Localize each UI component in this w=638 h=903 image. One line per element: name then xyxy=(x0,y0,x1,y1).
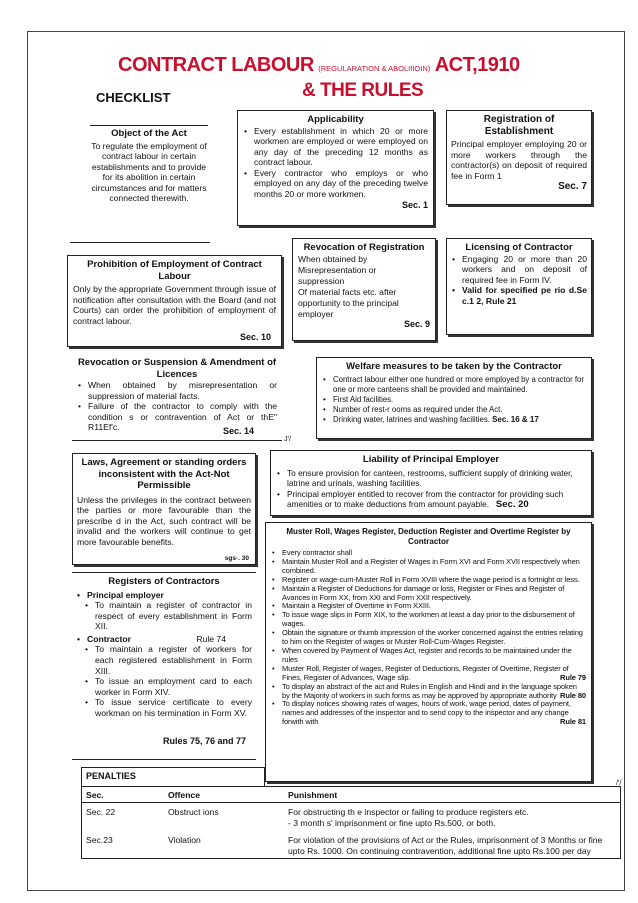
liability-box xyxy=(270,450,592,516)
cell-sec: Sec. 22 xyxy=(86,806,116,817)
revocation-registration-box xyxy=(292,238,436,341)
list-item: • Contract labour either one hundred or more employed by a contractor for one or more canteens shall be provided and maintained. xyxy=(322,375,586,395)
list-item: • Drinking water, latrines and washing facilities. Sec. 16 & 17 xyxy=(322,415,586,425)
licensing-list xyxy=(451,254,587,307)
list-item: • To issue an employment card to each worker in Form XIV. xyxy=(84,676,252,697)
revocation-registration-line: suppression xyxy=(298,275,345,286)
revocation-registration-line: Misrepresentation or xyxy=(298,264,377,275)
welfare-list xyxy=(322,375,586,426)
revocation-suspension-heading: Revocation or Suspension & Amendment of Licences xyxy=(77,357,277,380)
divider xyxy=(70,242,210,243)
object-box xyxy=(90,128,208,204)
applicability-ref: Sec. 1 xyxy=(401,199,428,210)
object-body: To regulate the employment of contract labour in certain establishments and to provide for its abolition in certain circumstances and for matters connected therewith. xyxy=(91,140,207,204)
list-item: • When covered by Payment of Wages Act, register and records to be maintained under the rules xyxy=(271,647,586,665)
liability-ref: Sec. 20 xyxy=(495,499,529,511)
column-header: Sec. xyxy=(82,787,164,802)
revocation-registration-line: Of material facts etc. after xyxy=(298,286,397,297)
list-item: • Obtain the signature or thumb impression of the worker concerned against the entries relating to him on the Register of wages or Muster Roll-Cum-Wages Register. xyxy=(271,629,586,647)
list-item: • Every contractor shall xyxy=(271,549,586,558)
registration-box xyxy=(446,110,592,205)
cell-offence: Obstruct ions xyxy=(168,806,219,817)
revocation-suspension-ref: Sec. 14 xyxy=(222,426,254,436)
table-row xyxy=(82,802,620,829)
registers-principal-label: • Principal employer xyxy=(77,589,164,600)
page-subtitle: & THE RULES xyxy=(302,80,424,101)
registers-ref: Rules 75, 76 and 77 xyxy=(162,736,246,746)
muster-rule-79: Rule 79 xyxy=(560,672,586,682)
prohibition-heading: Prohibition of Employment of Contract Labour xyxy=(87,259,262,282)
list-item: • To maintain a register of contractor in respect of every establishment in Form XII. xyxy=(84,600,252,632)
list-item: • First Aid facilities. xyxy=(322,395,586,405)
muster-box xyxy=(265,522,592,782)
registers-heading: Registers of Contractors xyxy=(108,576,220,587)
list-item: • To ensure provision for canteen, restrooms, sufficient supply of drinking water, latrine and urinals, washing facilities. xyxy=(276,468,586,489)
laws-ref: sgs·. 30 xyxy=(224,555,249,562)
page-title xyxy=(118,54,578,77)
title-small: (REGULARATION & ABOLIfIOIN) xyxy=(318,64,431,73)
laws-heading: Laws, Agreement or standing orders inconsistent with the Act-Not Permissible xyxy=(81,457,247,491)
title-left: CONTRACT LABOUR xyxy=(118,54,314,76)
list-item: • Number of rest-r ooms as required under the Act. xyxy=(322,405,586,415)
registration-ref: Sec. 7 xyxy=(558,181,587,193)
list-item: • Maintain a Register of Overtime in Form XXIII. xyxy=(271,602,586,611)
revocation-registration-line: opportunity to the principal xyxy=(298,297,399,308)
list-item: • Maintain Muster Roll and a Register of Wages in Form XVI and Form XVII respectively when combined. xyxy=(271,558,586,576)
column-header: Offence xyxy=(164,787,284,802)
list-item: • To maintain a register of workers for each registered establishment in Form XIII. xyxy=(84,644,252,676)
margin-mark: J'/ xyxy=(284,434,292,443)
list-item: • Valid for specified pe rio d.Se c.1 2, Rule 21 xyxy=(451,285,587,306)
muster-list xyxy=(271,549,586,727)
prohibition-box xyxy=(67,255,282,347)
registers-principal-list xyxy=(76,600,252,632)
applicability-heading: Applicability xyxy=(307,114,364,125)
registers-contractor-label: • Contractor Rule 74 xyxy=(77,633,226,644)
applicability-list xyxy=(243,126,428,200)
list-item: • Muster Roll, Register of wages, Register of Deductions, Register of Overtime, Register of Fines, Register of Advances, Wage slip. Rule 79 xyxy=(271,665,586,683)
cell-punishment: For violation of the provisions of Act or the Rules, imprisonment of 3 Months or fine upto Rs. 1000. On continuing contravention, additional fine upto Rs.100 per day xyxy=(288,835,603,857)
muster-rule-80: Rule 80 xyxy=(560,690,586,700)
registration-heading: Registration of Establishment xyxy=(483,114,555,137)
welfare-heading: Welfare measures to be taken by the Contractor xyxy=(346,361,562,372)
object-heading: Object of the Act xyxy=(111,128,187,139)
list-item: • To display an abstract of the act and Rules in English and Hindi and in the language spoken by the Majority of workers in such forms as may be approved by appropriate authority Rule 80 xyxy=(271,683,586,701)
muster-heading: Muster Roll, Wages Register, Deduction Register and Overtime Register by Contractor xyxy=(286,527,571,546)
prohibition-ref: Sec. 10 xyxy=(239,332,271,342)
table-header xyxy=(82,787,620,802)
list-item: • To display notices showing rates of wages, hours of work, wage period, dates of payment, names and addresses of the inspector and to send copy to the inspector and any change forwith with Rule 81 xyxy=(271,700,586,727)
welfare-box xyxy=(316,357,592,439)
liability-heading: Liability of Principal Employer xyxy=(362,454,500,465)
column-header: Punishment xyxy=(284,787,620,802)
registers-contractor-list xyxy=(76,644,252,718)
list-item: • When obtained by misrepresentation or suppression of material facts. xyxy=(77,380,277,401)
registration-body: Principal employer employing 20 or more workers through the contractor(s) on deposit of required fee in Form 1 xyxy=(451,139,587,181)
margin-mark: /'/ xyxy=(616,778,622,787)
licensing-box xyxy=(446,238,592,335)
licensing-heading: Licensing of Contractor xyxy=(465,242,573,253)
list-item: • Engaging 20 or more than 20 workers and on deposit of required fee in Form IV. xyxy=(451,254,587,286)
checklist-label: CHECKLIST xyxy=(96,90,171,105)
prohibition-body: Only by the appropriate Government through issue of notification after consultation with the Board (and not Courts) can order the prohibition of employment of contract labour. xyxy=(73,284,276,326)
revocation-registration-line: When obtained by xyxy=(298,253,368,264)
cell-offence: Violation xyxy=(168,835,201,846)
list-item: • Maintain a Register of Deductions for damage or loss, Register or Fines and Register of Avances in Form XX, from XXI and Form XXII respectively. xyxy=(271,585,586,603)
revocation-registration-heading: Revocation of Registration xyxy=(303,242,425,253)
laws-body: Unless the privileges in the contract between the parties or more favourable than the prescribe d in the Act, such contract will be invalid and the workers will continue to get more favourable benefits. xyxy=(77,494,251,547)
list-item: • Failure of the contractor to comply with the condition s or contravention of Act or thE" R11Ef'c. xyxy=(77,401,277,433)
revocation-registration-ref: Sec. 9 xyxy=(403,318,430,329)
laws-box xyxy=(72,453,256,565)
cell-sec: Sec.23 xyxy=(86,835,113,846)
penalties-table xyxy=(81,786,621,859)
cell-punishment: For obstructing th e inspector or failing to produce registers etc. - 3 month s' imprisonment or fine upto Rs.500, or both. xyxy=(288,806,529,828)
table-row xyxy=(82,829,620,858)
list-item: • Principal employer entitled to recover from the contractor for providing such amenities or to make deductions from amount payable. Sec. 20 xyxy=(276,489,586,511)
revocation-registration-line: employer xyxy=(298,308,334,319)
list-item: • To issue wage slips in Form XIX, to the workmen at least a day prior to the disbursement of wages. xyxy=(271,611,586,629)
registers-box xyxy=(72,572,256,760)
list-item: • Every establishment in which 20 or more workmen are employed or were employed on any day of the preceding 12 months as contract labour. xyxy=(243,126,428,168)
penalties-label: PENALTIES xyxy=(81,767,265,786)
divider xyxy=(90,125,208,126)
title-right: ACT,1910 xyxy=(434,54,520,76)
list-item: • To issue service certificate to every workman on his termination in Form XV. xyxy=(84,697,252,718)
muster-rule-81: Rule 81 xyxy=(560,717,586,727)
welfare-ref: Sec. 16 & 17 xyxy=(492,415,539,425)
liability-list xyxy=(276,468,586,511)
list-item: • Every contractor who employs or who employed on any day of the preceding twelve months 20 or more workmen. xyxy=(243,168,428,200)
applicability-box xyxy=(237,110,434,226)
list-item: • Register or wage-cum-Muster Roll in Form XVIII where the wage period is a fortnight or less. xyxy=(271,576,586,585)
revocation-suspension-box xyxy=(72,354,282,441)
